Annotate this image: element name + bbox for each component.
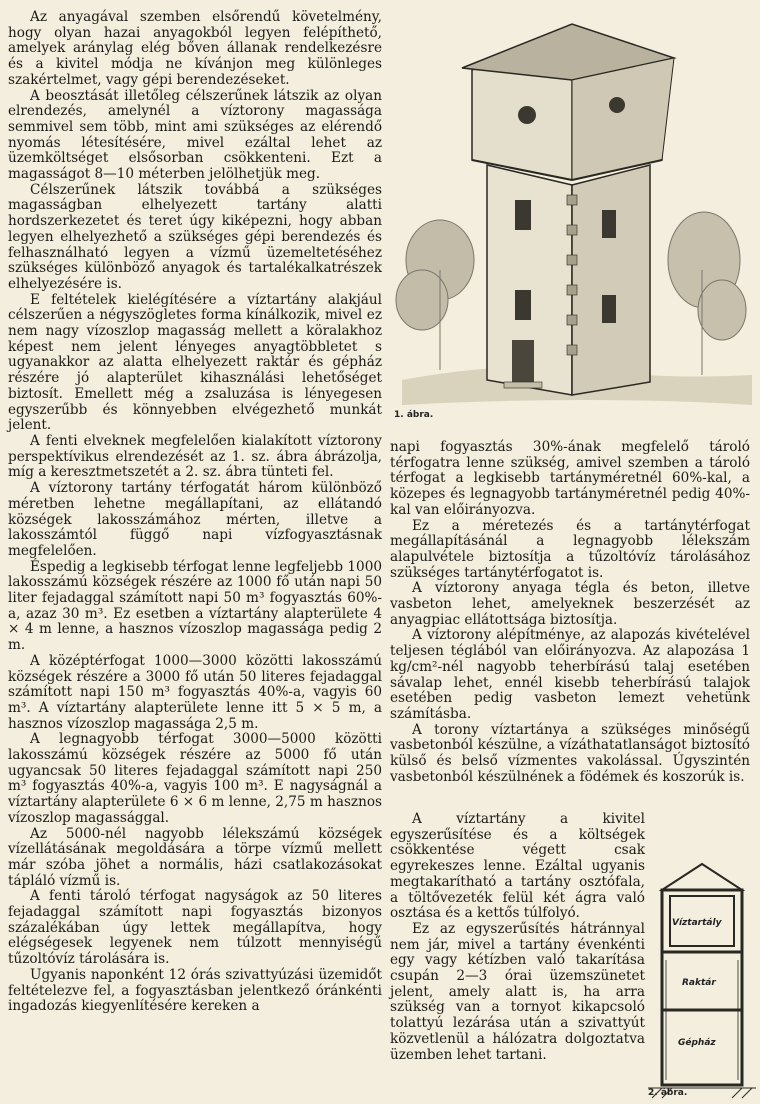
figure-2 — [648, 860, 756, 1100]
paragraph: Éspedig a legkisebb térfogat lenne legfeljebb 1000 lakosszámú községek részére az 1000 fő után napi 50 liter fejadaggal számított napi 50 m³ fogyasztás 60%-a, azaz 30 m³. Ez esetben a víztartány alapterülete 4 × 4 m lenne, a hasznos vízoszlop magassága pedig 2 m. — [8, 558, 382, 654]
paragraph: napi fogyasztás 30%-ának megfelelő tároló térfogatra lenne szükség, amivel szemben a tároló térfogat a legkisebb tartányméretnél 60%-kal, a közepes és legnagyobb tartányméretnél pedig 40%-kal van előirányozva. — [390, 439, 750, 518]
paragraph: Ugyanis naponként 12 órás szivattyúzási üzemidőt feltételezve fel, a fogyasztásban jelentkező óránkénti ingadozás kiegyenlítésére kereken a — [8, 966, 382, 1015]
paragraph: A torony víztartánya a szükséges minőségű vasbetonból készülne, a vízáthatatlanságot biztosító külső és belső vízmentes vakolással. Úgyszintén vasbetonból készülnének a födémek és koszorúk is. — [390, 721, 750, 785]
figure-1 — [392, 10, 754, 430]
machine-room-label: Gépház — [678, 1038, 716, 1048]
paragraph: A beosztását illetőleg célszerűnek látszik az olyan elrendezés, amelynél a víztorony magassága semmivel sem több, mint ami szükséges az elérendő nyomás létesítésére, mivel ezáltal lehet az üzemköltséget elsősorban csökkenteni. Ezt a magasságot 8—10 méterben jelölhetjük meg. — [8, 87, 382, 183]
paragraph: A fenti tároló térfogat nagyságok az 50 literes fejadaggal számított napi fogyasztás bizonyos százalékában úgy lettek megállapítva, hogy elégségesek legyenek nem túlzott mennyiségű tűzoltóvíz tárolására is. — [8, 888, 382, 968]
paragraph: A legnagyobb térfogat 3000—5000 közötti lakosszámú községek részére az 5000 fő után ugyancsak 50 literes fejadaggal számított napi 250 m³ fogyasztás 40%-a, vagyis 100 m³. E nagyságnál a víztartány alapterülete 6 × 6 m lenne, 2,75 m hasznos vízoszlop magassággal. — [8, 731, 382, 826]
figure-1-caption: 1. ábra. — [394, 410, 434, 420]
paragraph: A víztartány a kivitel egyszerűsítése és a költségek csökkentése végett csak egyrekeszes lenne. Ezáltal ugyanis megtakarítható a tartány osztófala, a töltővezeték felül két ágra való osztása és a kettős túlfolyó. — [390, 811, 645, 922]
left-column — [8, 10, 382, 1015]
right-column-narrow — [390, 812, 645, 1063]
paragraph: A víztorony anyaga tégla és beton, illetve vasbeton lehet, amelyeknek beszerzését az anyagpiac ellátottsága biztosítja. — [390, 580, 750, 628]
paragraph: Ez a méretezés és a tartánytérfogat megállapításánál a legnagyobb lélekszám alapulvétele biztosítja a tűzoltóvíz tárolásához szükséges tartánytérfogatot is. — [390, 517, 750, 581]
paragraph: Ez az egyszerűsítés hátránnyal nem jár, mivel a tartány évenkénti egy vagy kétízben való takarítása csupán 2—3 órai üzemszünetet jelent, amely alatt is, ha arra szükség van a tornyot kikapcsoló tolattyú lezárása után a szivattyút közvetlenül a hálózatra dolgoztatva üzemben lehet tartani. — [390, 920, 645, 1063]
water-tower-drawing — [392, 10, 754, 430]
paragraph: Az anyagával szemben elsőrendű követelmény, hogy olyan hazai anyagokból legyen felépíthető, amelyek aránylag elég bőven állanak rendelkezésre és a kivitel módja ne kívánjon meg különleges szakértelmet, vagy gépi berendezéseket. — [8, 9, 382, 88]
paragraph: A fenti elveknek megfelelően kialakított víztorony perspektívikus elrendezését az 1. sz. ábra ábrázolja, míg a keresztmetszetét a 2. sz. ábra tünteti fel. — [8, 432, 382, 481]
storage-label: Raktár — [682, 978, 716, 988]
tank-label: Víztartály — [672, 918, 722, 928]
paragraph: A víztorony alépítménye, az alapozás kivételével teljesen téglából van előirányozva. Az alapozása 1 kg/cm²-nél nagyobb teherbírású talaj esetében sávalap lehet, ennél kisebb teherbírású talajok esetében pedig vasbeton lemezt vehetünk számításba. — [390, 627, 750, 722]
right-column — [390, 440, 750, 785]
paragraph: Célszerűnek látszik továbbá a szükséges magasságban elhelyezett tartány alatti hordszerkezetet és teret úgy kiképezni, hogy abban legyen elhelyezhető a szükséges gépi berendezés és felhasználható legyen a vízmű üzemeltetéséhez szükséges különböző anyagok és tartalékalkatrészek elhelyezésére is. — [8, 181, 382, 292]
paragraph: A víztorony tartány térfogatát három különböző méretben lehetne megállapítani, az ellátandó községek lakosszámához mérten, illetve a lakosszámtól függő napi vízfogyasztásnak megfelelően. — [8, 480, 382, 559]
figure-2-caption: 2. ábra. — [648, 1088, 688, 1098]
paragraph: E feltételek kielégítésére a víztartány alakjául célszerűen a négyszögletes forma kínálkozik, mivel ez nem nagy vízoszlop magasság mellett a köralakhoz képest nem jelent lényeges anyagtöbbletet s ugyanakkor az alatta elhelyezett raktár és gépház részére jó alapterület kihasználási lehetőséget biztosít. Emellett még a zsaluzása is lényegesen egyszerűbb és könnyebben elvégezhető munkát jelent. — [8, 291, 382, 434]
paragraph: Az 5000-nél nagyobb lélekszámú községek vízellátásának megoldására a törpe vízmű mellett már szóba jöhet a normális, házi csatlakozásokat tápláló vízmű is. — [8, 825, 382, 889]
paragraph: A középtérfogat 1000—3000 közötti lakosszámú községek részére a 3000 fő után 50 literes fejadaggal számított napi 150 m³ fogyasztás 40%-a, vagyis 60 m³. A víztartány alapterülete lenne itt 5 × 5 m, a hasznos vízoszlop magassága 2,5 m. — [8, 652, 382, 732]
